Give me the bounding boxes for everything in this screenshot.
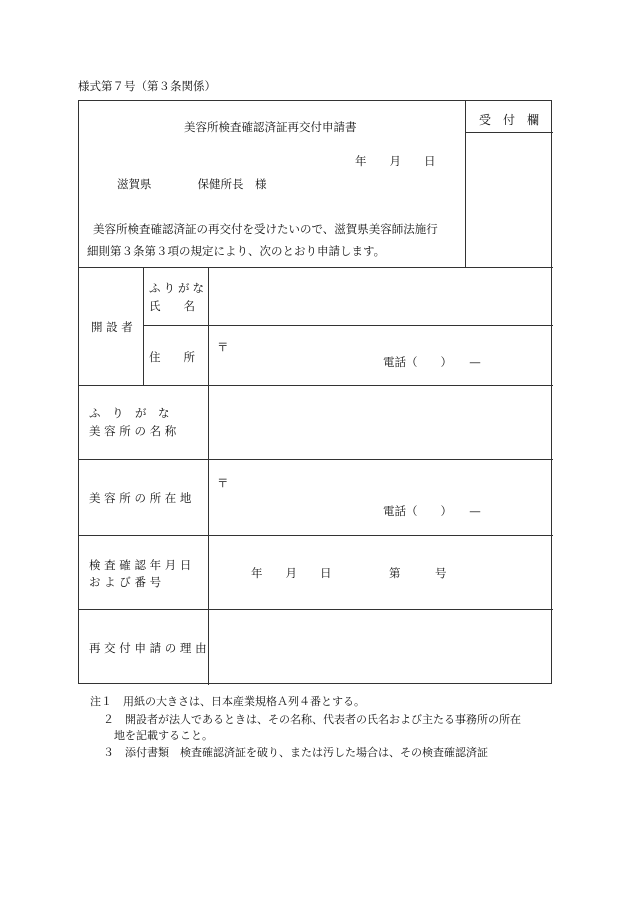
application-form bbox=[78, 100, 552, 684]
row-divider-2 bbox=[79, 459, 553, 460]
inspection-date-number: 年 月 日 第 号 bbox=[251, 566, 447, 580]
application-statement-line1: 美容所検査確認済証の再交付を受けたいので、滋賀県美容師法施行 bbox=[93, 222, 438, 236]
applicant-label: 開 設 者 bbox=[91, 320, 133, 334]
address-label: 住 所 bbox=[149, 350, 195, 364]
applicant-label-divider bbox=[143, 267, 144, 385]
name-address-divider bbox=[143, 325, 553, 326]
application-date: 年 月 日 bbox=[355, 154, 436, 168]
inspection-label-line2: お よ び 番 号 bbox=[89, 575, 162, 589]
addressee: 滋賀県 保健所長 様 bbox=[117, 177, 267, 191]
location-postal-mark: 〒 bbox=[217, 476, 229, 490]
note-2-line1: ２ 開設者が法人であるときは、その名称、代表者の氏名および主たる事務所の所在 bbox=[103, 713, 521, 726]
salon-location-label: 美 容 所 の 所 在 地 bbox=[89, 491, 192, 505]
furigana-label: ふりがな bbox=[149, 281, 207, 295]
address-postal-mark: 〒 bbox=[217, 340, 229, 354]
location-phone: 電話（ ） — bbox=[383, 504, 481, 518]
salon-name-furigana-label: ふ り が な bbox=[89, 406, 170, 420]
name-label: 氏 名 bbox=[149, 299, 195, 313]
inspection-label-line1: 検 査 確 認 年 月 日 bbox=[89, 558, 192, 572]
form-number: 様式第７号（第３条関係） bbox=[78, 79, 216, 93]
address-phone: 電話（ ） — bbox=[383, 355, 481, 369]
reason-label: 再 交 付 申 請 の 理 由 bbox=[89, 641, 207, 655]
salon-name-field[interactable] bbox=[209, 386, 553, 459]
receipt-column-divider bbox=[465, 101, 466, 267]
name-field[interactable] bbox=[209, 268, 553, 325]
receipt-label: 受 付 欄 bbox=[479, 113, 540, 127]
application-statement-line2: 細則第３条第３項の規定により、次のとおり申請します。 bbox=[87, 244, 386, 258]
receipt-label-divider bbox=[465, 132, 553, 133]
note-2-line2: 地を記載すること。 bbox=[114, 729, 213, 742]
note-1: 注１ 用紙の大きさは、日本産業規格Ａ列４番とする。 bbox=[90, 695, 365, 708]
reason-field[interactable] bbox=[209, 610, 553, 685]
form-title: 美容所検査確認済証再交付申請書 bbox=[184, 120, 357, 134]
salon-name-label: 美 容 所 の 名 称 bbox=[89, 424, 177, 438]
note-3: ３ 添付書類 検査確認済証を破り、または汚した場合は、その検査確認済証 bbox=[103, 746, 488, 759]
row-divider-3 bbox=[79, 535, 553, 536]
